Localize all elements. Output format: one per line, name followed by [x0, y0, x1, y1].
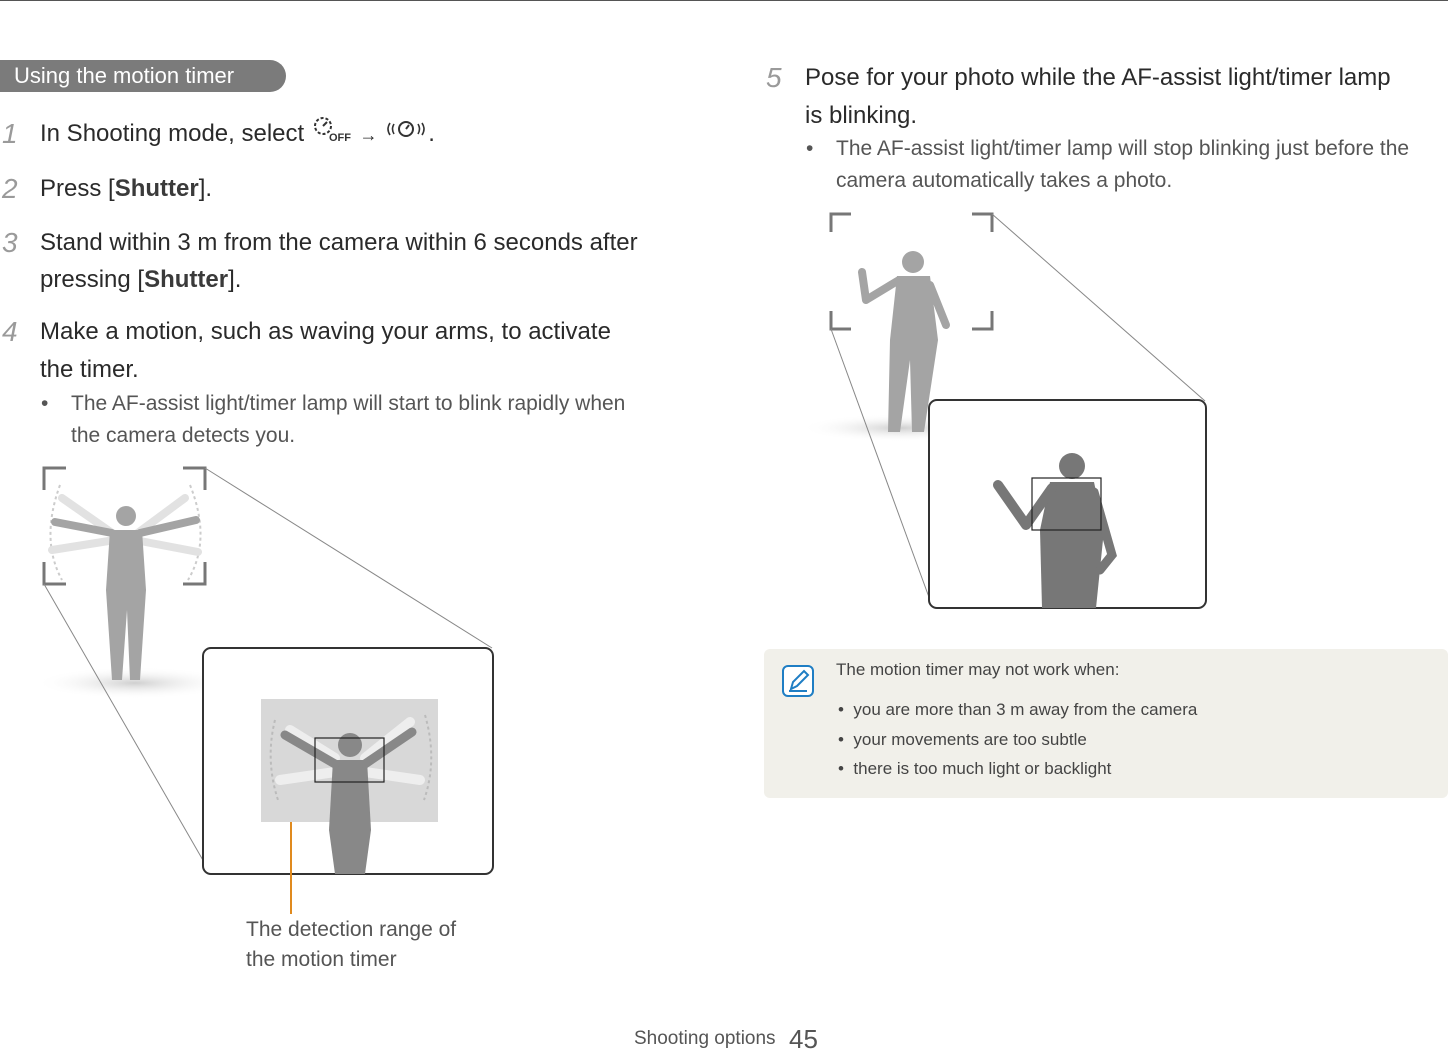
- step-5-line1: Pose for your photo while the AF-assist light/timer lamp: [805, 64, 1391, 91]
- step-number: 2: [2, 173, 18, 204]
- step-3-pre: pressing [: [40, 266, 145, 293]
- step-number: 1: [2, 118, 18, 149]
- step-2-pre: Press [: [40, 175, 115, 202]
- page-number: 45: [789, 1024, 818, 1054]
- bullet-dot: •: [838, 730, 844, 749]
- detection-range-caption: [246, 915, 456, 975]
- note-item-text: there is too much light or backlight: [853, 759, 1112, 778]
- bullet-dot: •: [838, 700, 844, 719]
- svg-text:OFF: OFF: [328, 132, 351, 144]
- step-number: 4: [2, 316, 18, 347]
- bullet-line: The AF-assist light/timer lamp will start to blink rapidly when: [71, 392, 626, 415]
- bullet-line: the camera detects you.: [71, 424, 296, 447]
- step-3-line1: Stand within 3 m from the camera within 6 seconds after: [40, 229, 638, 256]
- note-pencil-icon: [781, 664, 815, 703]
- note-item: [838, 730, 1087, 750]
- note-item: [838, 700, 1197, 720]
- step-number: 3: [2, 227, 18, 258]
- bullet-dot: •: [41, 392, 49, 415]
- note-item-text: you are more than 3 m away from the camera: [853, 700, 1198, 719]
- footer-label: Shooting options: [634, 1028, 776, 1049]
- shutter-label: Shutter: [144, 266, 229, 293]
- shutter-label: Shutter: [114, 175, 199, 202]
- step-2-post: ].: [198, 175, 213, 202]
- bullet-dot: •: [838, 759, 844, 778]
- note-item: [838, 759, 1111, 779]
- bullet-line: camera automatically takes a photo.: [836, 169, 1173, 192]
- caption-line: The detection range of: [246, 918, 457, 941]
- step-1-label: In Shooting mode, select: [40, 120, 305, 147]
- note-item-text: your movements are too subtle: [853, 730, 1087, 749]
- section-title: Using the motion timer: [0, 60, 286, 92]
- motion-detection-illustration: [0, 0, 700, 1000]
- step-4-line1: Make a motion, such as waving your arms, to activate: [40, 318, 611, 345]
- step-5-line2: is blinking.: [805, 102, 918, 129]
- bullet-dot: •: [806, 137, 814, 160]
- step-3-post: ].: [228, 266, 242, 293]
- step-5-bullet: [806, 133, 1410, 197]
- bullet-line: The AF-assist light/timer lamp will stop blinking just before the: [836, 137, 1410, 160]
- period: .: [428, 120, 435, 147]
- caption-line: the motion timer: [246, 948, 397, 971]
- step-number: 5: [766, 62, 782, 93]
- step-4-line2: the timer.: [40, 356, 139, 383]
- arrow-glyph: →: [359, 125, 378, 145]
- note-title: The motion timer may not work when:: [836, 660, 1120, 679]
